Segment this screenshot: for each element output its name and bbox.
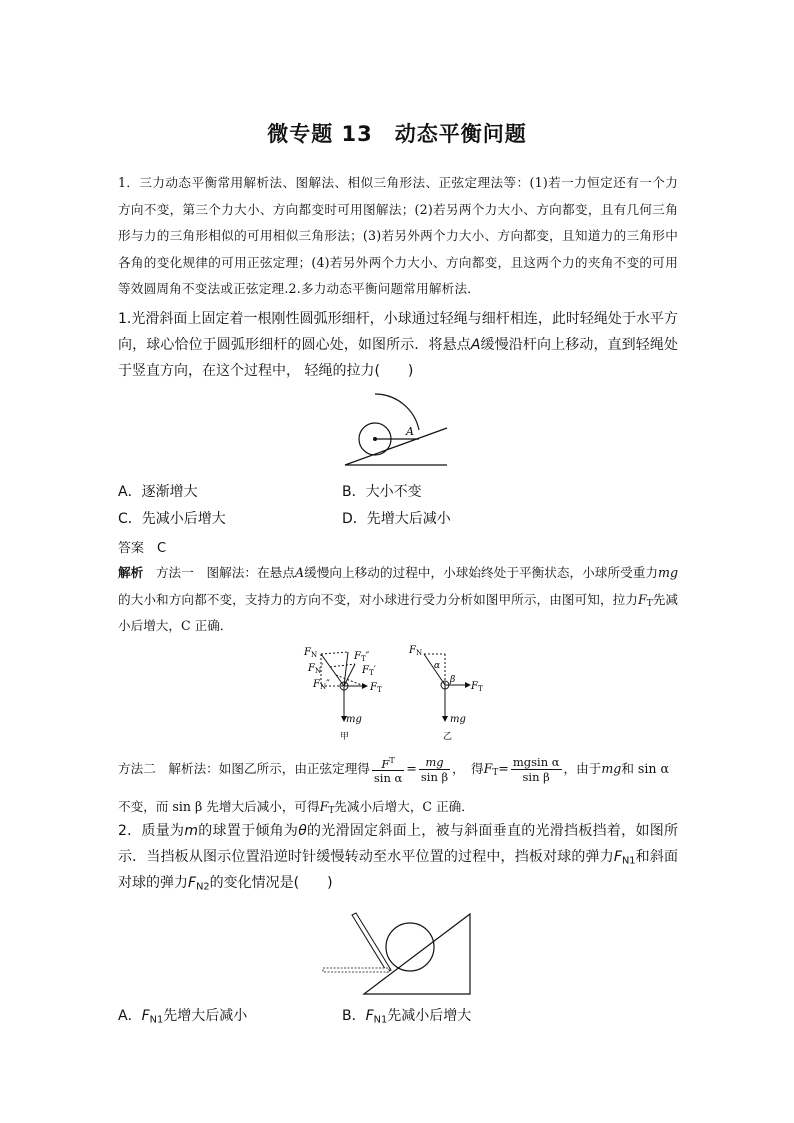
q2-option-a: A．$F_{N1}$先增大后减小	[118, 1008, 248, 1026]
page-title: 微专题 13 动态平衡问题	[267, 122, 527, 146]
svg-text:FN″: $F_N''$	[313, 679, 330, 691]
svg-text:mg: mg	[450, 714, 466, 725]
q1-answer: 答案 C	[118, 541, 167, 556]
figure-incline-arc	[335, 385, 455, 470]
svg-text:FT″: $F_T''$	[354, 651, 370, 663]
analysis-label: 解析	[118, 565, 144, 580]
svg-text:FT: $F_T$	[471, 681, 483, 693]
figure-jia	[300, 642, 400, 742]
q1-option-d: D．先增大后减小	[342, 511, 451, 527]
fraction-ft-sin-alpha: $\frac{F^T}{\text{sin α}}$	[373, 755, 403, 786]
label-A: A	[406, 425, 414, 438]
fraction-mg-sin-beta: $\frac{mg}{\text{sin β}}$	[420, 755, 449, 784]
q1-option-c: C．先减小后增大	[118, 511, 226, 527]
question-1-stem: 1.光滑斜面上固定着一根刚性圆弧形细杆，小球通过轻绳与细杆相连，此时轻绳处于水平方向，球心恰位于圆弧形细杆的圆心处，如图所示．将悬点A缓慢沿杆向上移动，直到轻绳处于竖直方向，在这个过程中， 轻绳的拉力( )	[118, 311, 679, 379]
baffle-final-position	[323, 968, 389, 972]
svg-text:α: α	[434, 661, 441, 671]
svg-text:甲: 甲	[340, 732, 350, 742]
figure-yi	[405, 642, 505, 742]
q1-analysis-method2: 方法二 解析法：如图乙所示，由正弦定理得 $\frac{F^T}{\text{sin α}}$ = $\frac{mg}{\text{sin β}}$ ， 得$F_T=$ $\frac{\text{mgsin α}}{\text{sin β}}$ ，由于mg和 sin α	[118, 755, 670, 786]
svg-text:乙: 乙	[443, 732, 453, 742]
fraction-mgsin-alpha-sin-beta: $\frac{\text{mgsin α}}{\text{sin β}}$	[512, 755, 560, 784]
q1-option-a: A．逐渐增大	[118, 484, 198, 500]
svg-text:FN′: $F_N'$	[308, 663, 324, 675]
intro-paragraph: 1．三力动态平衡常用解析法、图解法、相似三角形法、正弦定理法等：(1)若一力恒定还有一个力方向不变，第三个力大小、方向都变时可用图解法；(2)若另两个力大小、方向都变，且有几何三角形与力的三角形相似的可用相似三角形法；(3)若另外两个力大小、方向都变，且知道力的三角形中各角的变化规律的可用正弦定理；(4)若另外两个力大小、方向都变，且这两个力的夹角不变的可用等效圆周角不变法或正弦定理.2.多力动态平衡问题常用解析法．	[118, 175, 678, 297]
q2-option-b: B．$F_{N1}$先减小后增大	[342, 1008, 472, 1026]
baffle-plate	[352, 913, 391, 972]
svg-text:mg: mg	[346, 714, 362, 725]
figure-ball-baffle	[318, 908, 478, 998]
svg-text:FT: $F_T$	[370, 682, 382, 694]
svg-text:FT′: $F_T'$	[362, 665, 376, 677]
question-2-stem: 2．质量为m的球置于倾角为θ的光滑固定斜面上，被与斜面垂直的光滑挡板挡着，如图所示．当挡板从图示位置沿逆时针缓慢转动至水平位置的过程中，挡板对球的弹力$F_{N1}$和斜面对球的弹力$F_{N2}$的变化情况是( )	[118, 823, 679, 893]
svg-text:β: β	[450, 675, 456, 685]
svg-text:FN: $F_N$	[409, 645, 423, 657]
q1-option-b: B．大小不变	[342, 484, 422, 500]
svg-text:FN: $F_N$	[304, 647, 318, 659]
q1-analysis-method1: 解析 方法一 图解法：在悬点A缓慢向上移动的过程中，小球始终处于平衡状态，小球所受重力mg的大小和方向都不变，支持力的方向不变，对小球进行受力分析如图甲所示，由图可知，拉力$F_T$先减小后增大，C 正确．	[118, 565, 679, 634]
q1-analysis-method2-cont: 不变，而 sin β 先增大后减小，可得$F_T$先减小后增大，C 正确．	[118, 799, 474, 817]
